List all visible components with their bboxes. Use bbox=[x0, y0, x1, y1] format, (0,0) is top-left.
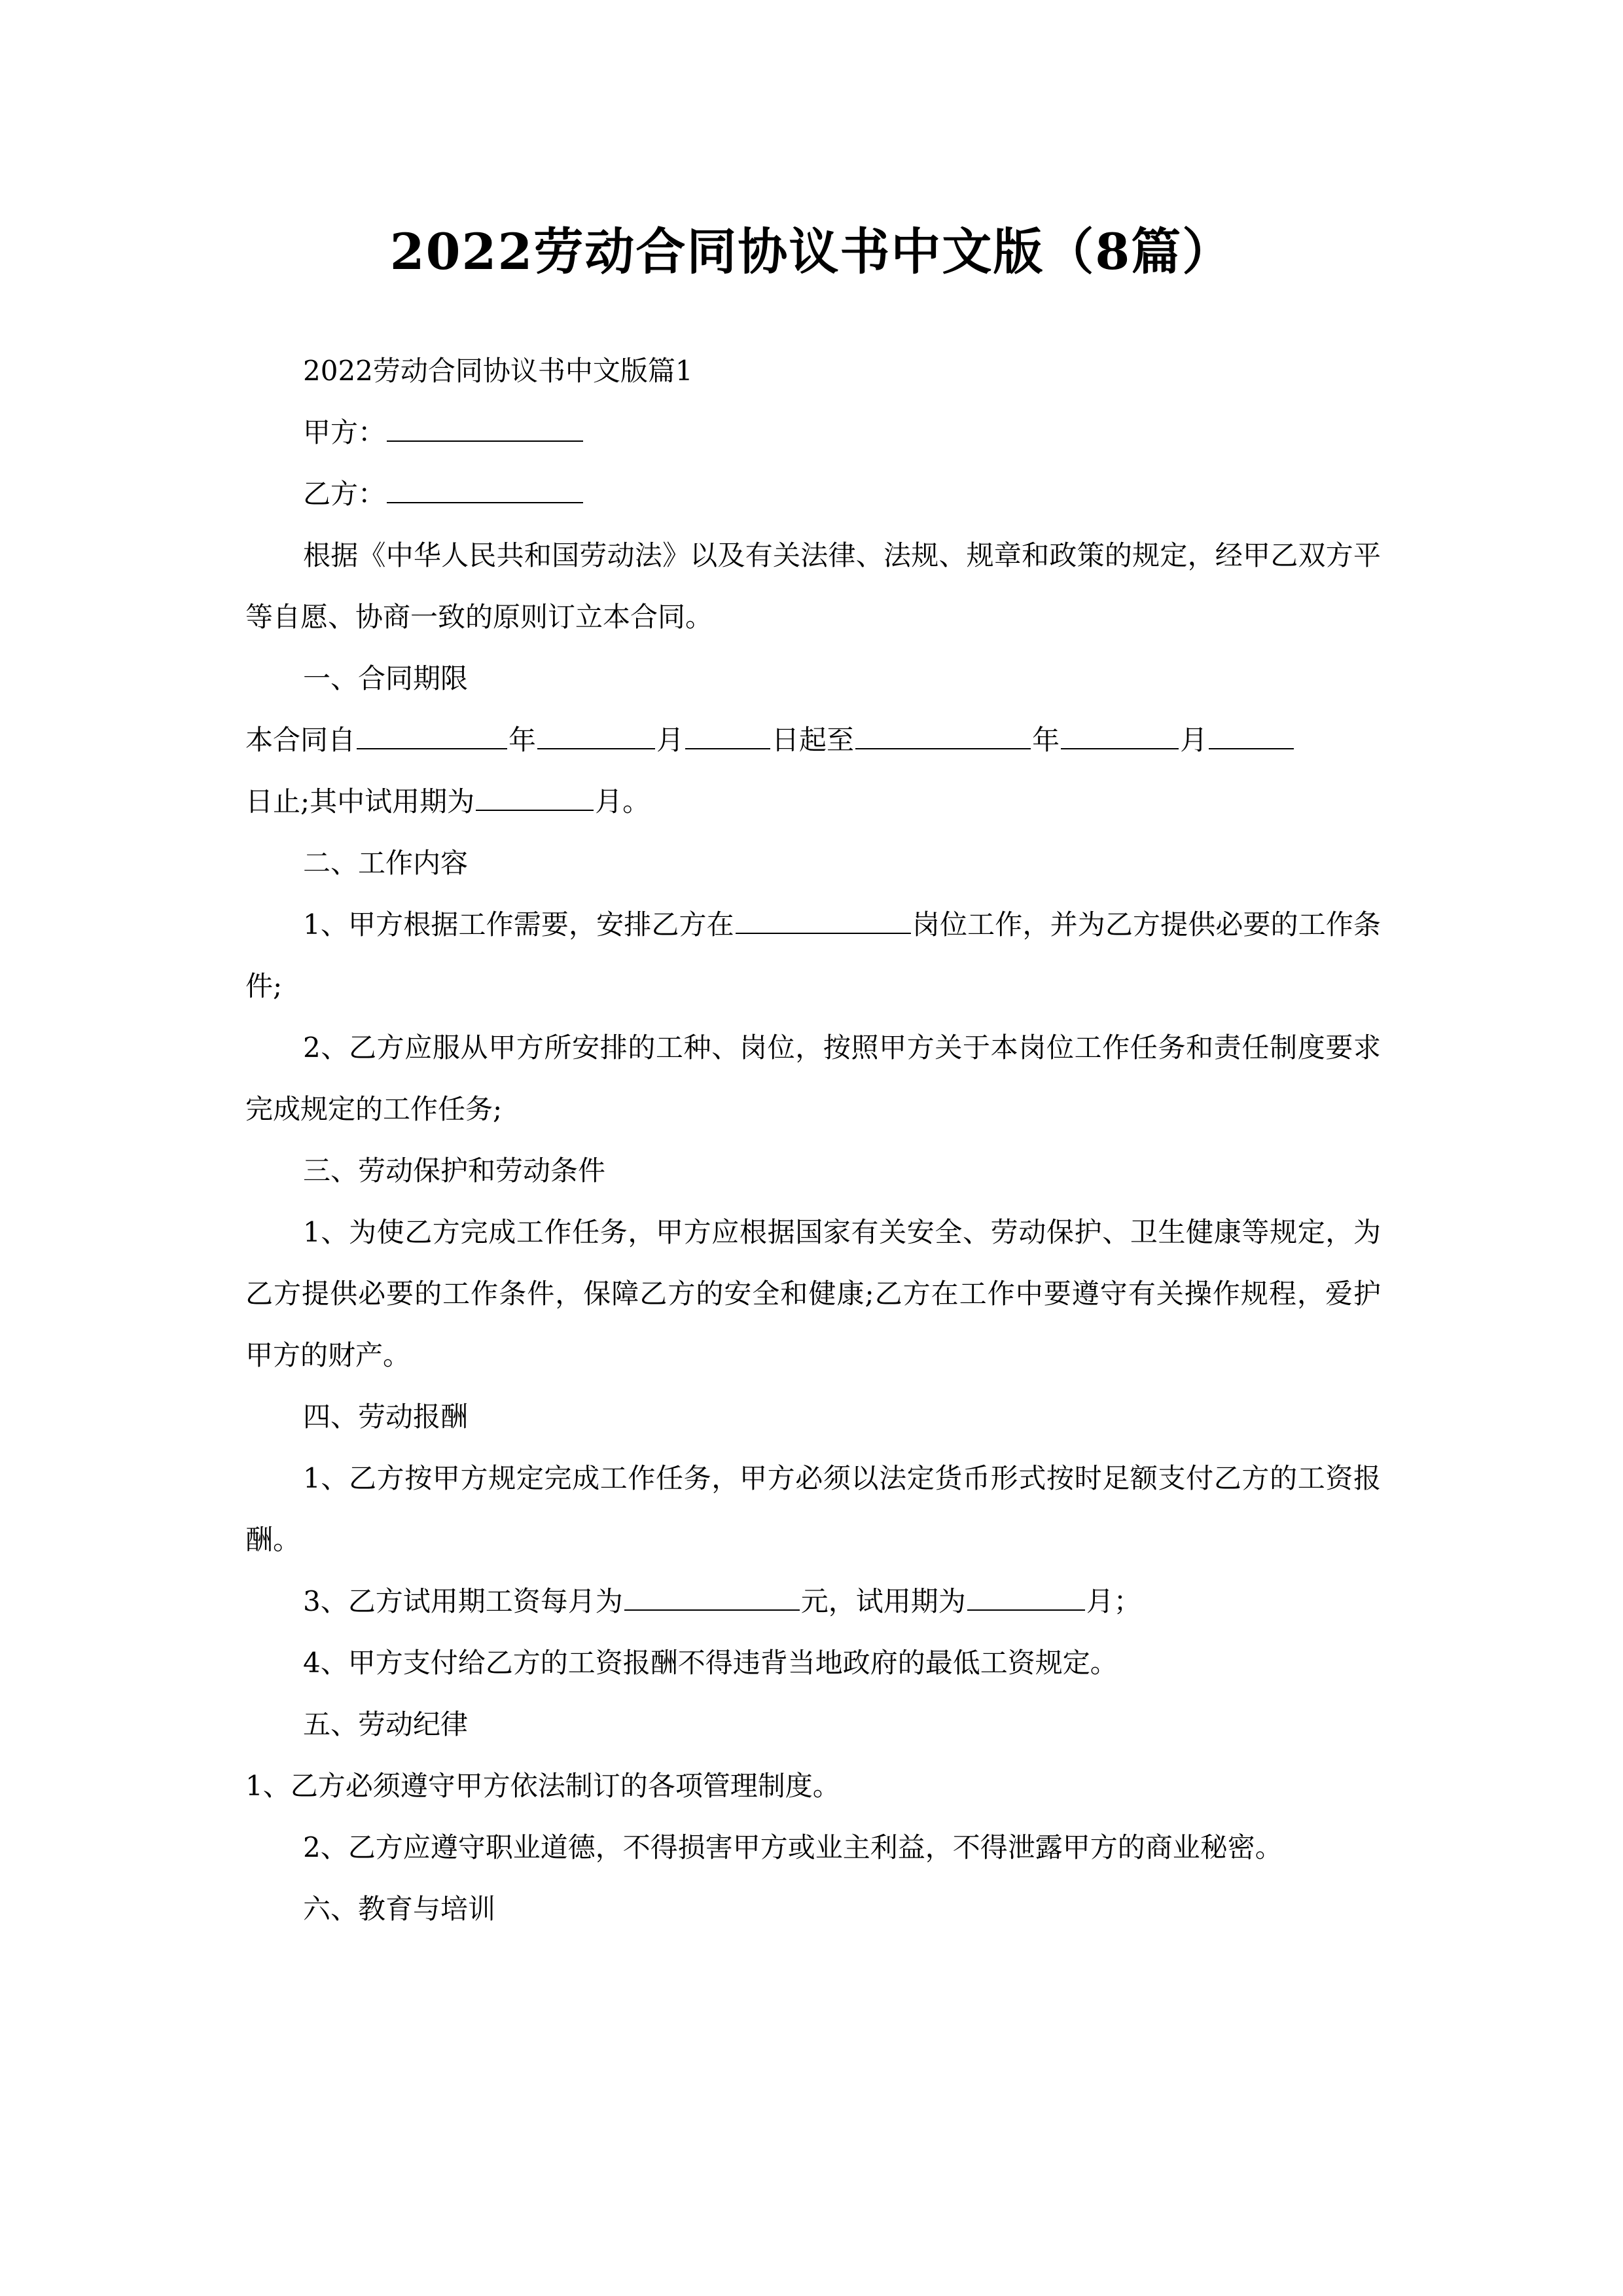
end-month-unit: 月 bbox=[1180, 724, 1208, 756]
end-month-blank[interactable] bbox=[1061, 722, 1179, 749]
section-heading-article-1: 2022劳动合同协议书中文版篇1 bbox=[303, 355, 693, 387]
section-heading-labor-protection: 三、劳动保护和劳动条件 bbox=[303, 1155, 606, 1187]
probation-wage-prefix: 3、乙方试用期工资每月为 bbox=[303, 1585, 623, 1617]
probation-wage-suffix: 月； bbox=[1086, 1585, 1141, 1617]
section-heading-labor-remuneration: 四、劳动报酬 bbox=[303, 1401, 469, 1433]
start-month-unit: 月 bbox=[656, 724, 685, 756]
work-content-item-1-suffix: 岗位工作，并为乙方提供必要的工作条件; bbox=[245, 908, 1381, 1002]
labor-protection-item-1: 1、为使乙方完成工作任务，甲方应根据国家有关安全、劳动保护、卫生健康等规定，为乙方提供必要的工作条件，保障乙方的安全和健康;乙方在工作中要遵守有关操作规程，爱护甲方的财产。 bbox=[245, 1216, 1381, 1371]
probation-wage-blank[interactable] bbox=[624, 1583, 800, 1611]
section-heading-contract-term: 一、合同期限 bbox=[303, 662, 469, 694]
probation-prefix: 日止;其中试用期为 bbox=[245, 785, 475, 817]
start-day-blank[interactable] bbox=[685, 722, 770, 749]
party-a-line bbox=[245, 402, 1381, 463]
contract-term-line bbox=[245, 709, 1381, 771]
labor-discipline-item-1: 1、乙方必须遵守甲方依法制订的各项管理制度。 bbox=[245, 1770, 840, 1802]
probation-wage-middle: 元，试用期为 bbox=[800, 1585, 966, 1617]
start-month-blank[interactable] bbox=[537, 722, 655, 749]
start-year-unit: 年 bbox=[508, 724, 537, 756]
end-year-blank[interactable] bbox=[855, 722, 1031, 749]
position-blank[interactable] bbox=[736, 906, 911, 934]
party-b-blank[interactable] bbox=[387, 476, 583, 503]
party-b-line bbox=[245, 463, 1381, 525]
party-a-label: 甲方： bbox=[303, 416, 386, 448]
start-year-blank[interactable] bbox=[357, 722, 507, 749]
work-content-item-1-prefix: 1、甲方根据工作需要，安排乙方在 bbox=[303, 908, 734, 941]
party-b-label: 乙方： bbox=[303, 478, 386, 510]
probation-months-blank[interactable] bbox=[476, 783, 594, 811]
section-heading-work-content: 二、工作内容 bbox=[303, 847, 469, 879]
section-heading-labor-discipline: 五、劳动纪律 bbox=[303, 1708, 469, 1740]
document-body bbox=[245, 340, 1381, 1940]
end-year-unit: 年 bbox=[1032, 724, 1060, 756]
work-content-item-2: 2、乙方应服从甲方所安排的工种、岗位，按照甲方关于本岗位工作任务和责任制度要求完成规定的工作任务; bbox=[245, 1031, 1381, 1125]
probation-term-line bbox=[245, 771, 1381, 833]
labor-remuneration-item-1: 1、乙方按甲方规定完成工作任务，甲方必须以法定货币形式按时足额支付乙方的工资报酬。 bbox=[245, 1462, 1381, 1556]
contract-term-prefix: 本合同自 bbox=[245, 724, 356, 756]
term-middle: 日起至 bbox=[772, 724, 855, 756]
labor-remuneration-item-4: 4、甲方支付给乙方的工资报酬不得违背当地政府的最低工资规定。 bbox=[303, 1647, 1118, 1679]
labor-discipline-item-2: 2、乙方应遵守职业道德，不得损害甲方或业主利益，不得泄露甲方的商业秘密。 bbox=[303, 1831, 1283, 1863]
party-a-blank[interactable] bbox=[387, 414, 583, 442]
section-heading-education-training: 六、教育与培训 bbox=[303, 1893, 496, 1925]
probation-unit: 月。 bbox=[595, 785, 651, 817]
work-content-item-1 bbox=[245, 894, 1381, 1017]
probation-period-blank[interactable] bbox=[967, 1583, 1085, 1611]
labor-remuneration-item-3 bbox=[245, 1571, 1381, 1632]
page-title: 2022劳动合同协议书中文版（8篇） bbox=[389, 222, 1234, 281]
preamble-paragraph: 根据《中华人民共和国劳动法》以及有关法律、法规、规章和政策的规定，经甲乙双方平等自愿、协商一致的原则订立本合同。 bbox=[245, 539, 1381, 633]
end-day-blank[interactable] bbox=[1209, 722, 1294, 749]
